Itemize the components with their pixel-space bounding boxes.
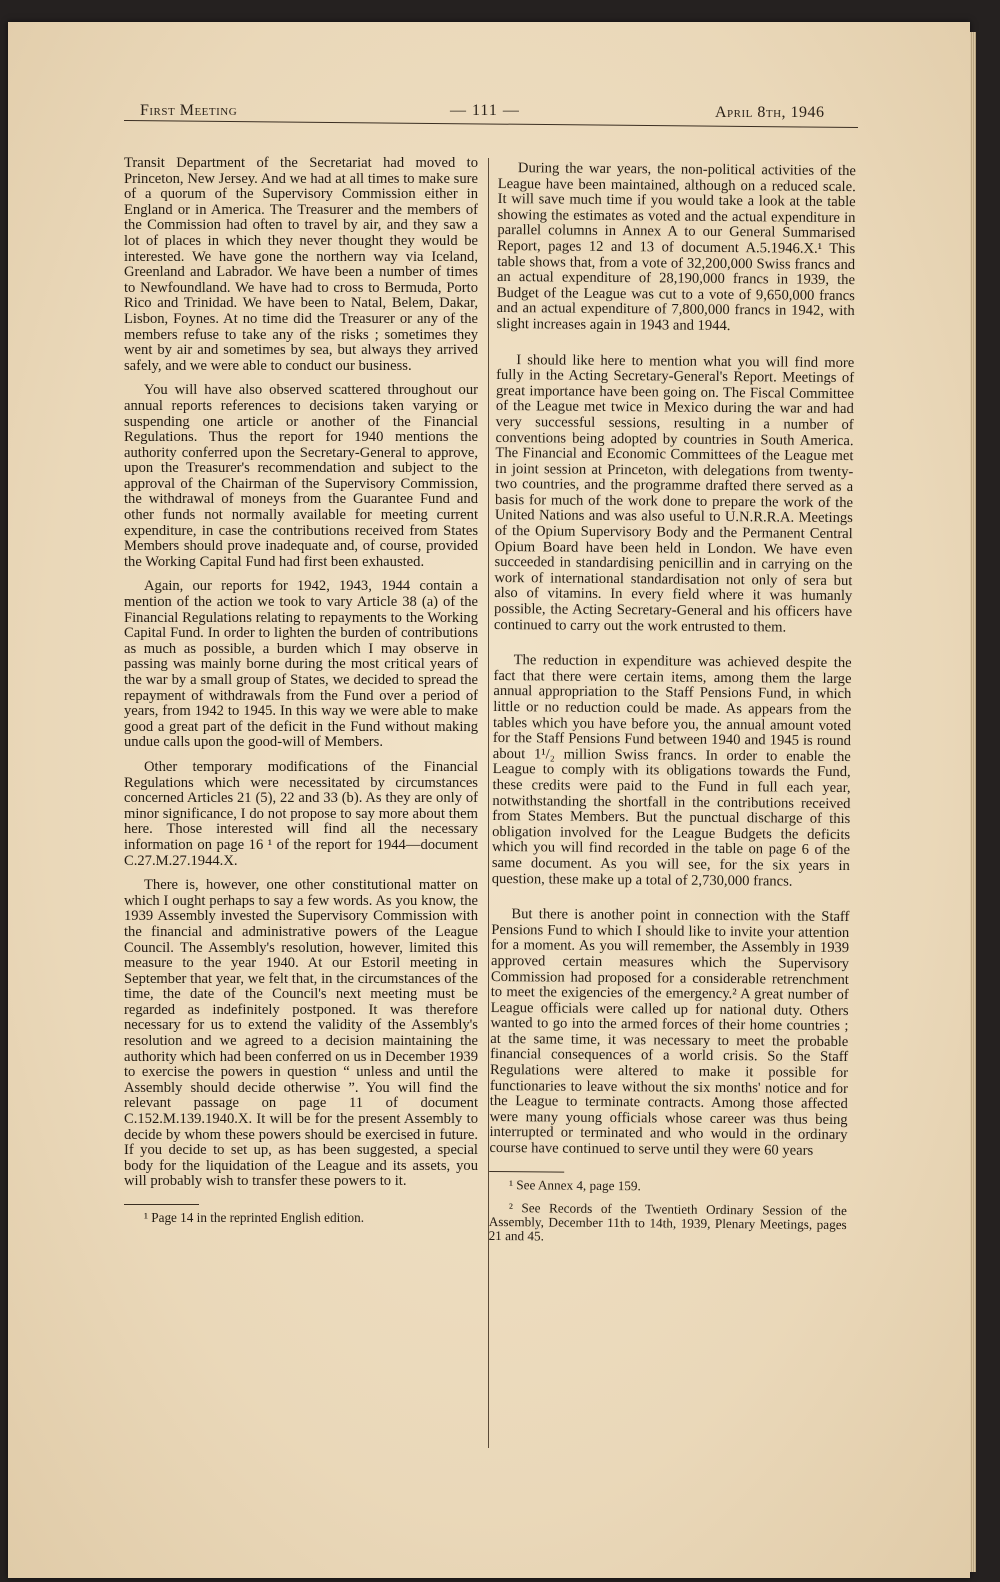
- paragraph: There is, however, one other constitutional matter on which I ought perhaps to say a few words. As you know, the 1939 Assembly invested the Supervisory Commission with the financial and administrative powers of the League Council. The Assembly's resolution, however, limited this measure to the year 1940. At our Estoril meeting in September that year, we felt that, in the circumstances of the time, the date of the Council's next meeting must be regarded as indefinitely postponed. It was therefore necessary for us to extend the validity of the Assembly's resolution and we agreed to a decision maintaining the authority which had been conferred on us in December 1939 to exercise the powers in question “ unless and until the Assembly should decide otherwise ”. You will find the relevant passage on page 11 of document C.152.M.139.1940.X. It will be for the present Assembly to decide by whom these powers should be exercised in future. If you decide to set up, as has been suggested, a special body for the liquidation of the League and its assets, you will probably wish to transfer these powers to it.: [124, 877, 478, 1190]
- paragraph: But there is another point in connection with the Staff Pensions Fund to which I should like to invite your attention for a moment. As you will remember, the Assembly in 1939 approved certain measures which the Supervisory Commission had proposed for a considerable retrenchment to meet the exigencies of the emergency.² A great number of League officials were called up for national duty. Others wanted to go into the armed forces of their home countries ; at the same time, it was necessary to meet the probable financial consequences of a world crisis. So the Staff Regulations were altered to make it possible for functionaries to leave without the six months' notice and for the League to terminate contracts. Among those affected were many young officials whose career was thus being interrupted or terminated and who would in the ordinary course have continued to serve until they were 60 years: [489, 906, 850, 1159]
- right-column: [488, 161, 856, 1255]
- column-divider: [488, 158, 489, 1448]
- running-head-left: First Meeting: [140, 102, 238, 119]
- paragraph: I should like here to mention what you will find more fully in the Acting Secretary-General's Report. Meetings of great importance have been going on. The Fiscal Committee of the League met twice in Mexico during the war and had very successful sessions, resulting in a number of conventions being adopted by countries in South America. The Financial and Economic Committees of the League met in joint session at Princeton, with delegations from twenty-two countries, and the programme drafted there served as a basis for much of the work done to prepare the work of the United Nations and was also useful to U.N.R.R.A. Meetings of the Opium Supervisory Body and the Permanent Central Opium Board have been held in London. We have even succeeded in standardising penicillin and in carrying on the work of international standardisation not only of sera but also of vitamins. In every field where it was humanly possible, the Acting Secretary-General and his officers have continued to carry out the work entrusted to them.: [493, 351, 855, 636]
- paragraph: Other temporary modifications of the Financial Regulations which were necessitated by circumstances concerned Articles 21 (5), 22 and 33 (b). As they are only of minor significance, I do not propose to say more about them here. Those interested will find all the necessary information on page 16 ¹ of the report for 1944—document C.27.M.27.1944.X.: [124, 758, 478, 869]
- footnote: ¹ Page 14 in the reprinted English edition.: [144, 1210, 365, 1225]
- left-column: [124, 156, 478, 1234]
- running-head-date: April 8th, 1946: [715, 104, 825, 121]
- footnote-rule: [489, 1171, 564, 1173]
- footnote: ² See Records of the Twentieth Ordinary Session of the Assembly, December 11th to 14th, 1939, Plenary Meetings, pages 21 and 45.: [488, 1199, 847, 1244]
- paragraph: Again, our reports for 1942, 1943, 1944 contain a mention of the action we took to vary Article 38 (a) of the Financial Regulations relating to repayments to the Working Capital Fund. In order to lighten the burden of contributions as much as possible, a burden which I may observe in passing was mainly borne during the most critical years of the war by a small group of States, we decided to spread the repayment of withdrawals from the Fund over a period of years, from 1942 to 1945. In this way we were able to make good a great part of the deficit in the Fund without making undue calls upon the good-will of Members.: [124, 578, 478, 751]
- document-page: [8, 22, 970, 1578]
- paragraph: Transit Department of the Secretariat had moved to Princeton, New Jersey. And we had at all times to make sure of a quorum of the Supervisory Commission either in England or in America. The Treasurer and the members of the Commission had often to travel by air, and they saw a lot of places in which they never thought they would be interested. We have gone the northern way via Iceland, Greenland and Labrador. We have been a number of times to Newfoundland. We have had to cross to Bermuda, Porto Rico and Trinidad. We have been to Natal, Belem, Dakar, Lisbon, Foynes. At no time did the Treasurer or any of the members refuse to take any of the risks ; sometimes they went by air and sometimes by sea, but always they arrived safely, and we were able to conduct our business.: [124, 155, 478, 374]
- paragraph: The reduction in expenditure was achieved despite the fact that there were certain items, among them the large annual appropriation to the Staff Pensions Fund, in which little or no reduction could be made. As appears from the tables which you have before you, the annual amount voted for the Staff Pensions Fund between 1940 and 1945 is round about 1¹/₂ million Swiss francs. In order to enable the League to comply with its obligations towards the Fund, these credits were paid to the Fund in full each year, notwithstanding the shortfall in the contributions received from States Members. But the punctual discharge of this obligation involved for the League Budgets the deficits which you will find recorded in the table on page 6 of the same document. As you will see, for the six years in question, these make up a total of 2,730,000 francs.: [491, 652, 852, 890]
- page-edge: [970, 32, 976, 1572]
- running-head: [130, 92, 850, 120]
- footnote-rule: [124, 1204, 199, 1205]
- paragraph: You will have also observed scattered throughout our annual reports references to decisions taken varying or suspending one article or another of the Financial Regulations. Thus the report for 1940 mentions the authority conferred upon the Secretary-General to approve, upon the Treasurer's recommendation and subject to the approval of the Chairman of the Supervisory Commission, the withdrawal of moneys from the Guarantee Fund and other funds not normally available for meeting current expenditure, in case the contributions received from States Members should prove inadequate and, of course, provided the Working Capital Fund had first been exhausted.: [124, 382, 478, 570]
- page-number: — 111 —: [450, 102, 520, 119]
- footnote: ¹ See Annex 4, page 159.: [509, 1176, 641, 1193]
- paragraph: During the war years, the non-political activities of the League have been maintained, although on a reduced scale. It will save much time if you would take a look at the table showing the estimates as voted and the actual expenditure in parallel columns in Annex A to our General Summarised Report, pages 12 and 13 of document A.5.1946.X.¹ This table shows that, from a vote of 32,200,000 Swiss francs and an actual expenditure of 28,190,000 francs in 1939, the Budget of the League was cut to a vote of 9,650,000 francs and an actual expenditure of 7,800,000 francs in 1942, with slight increases again in 1943 and 1944.: [496, 160, 856, 334]
